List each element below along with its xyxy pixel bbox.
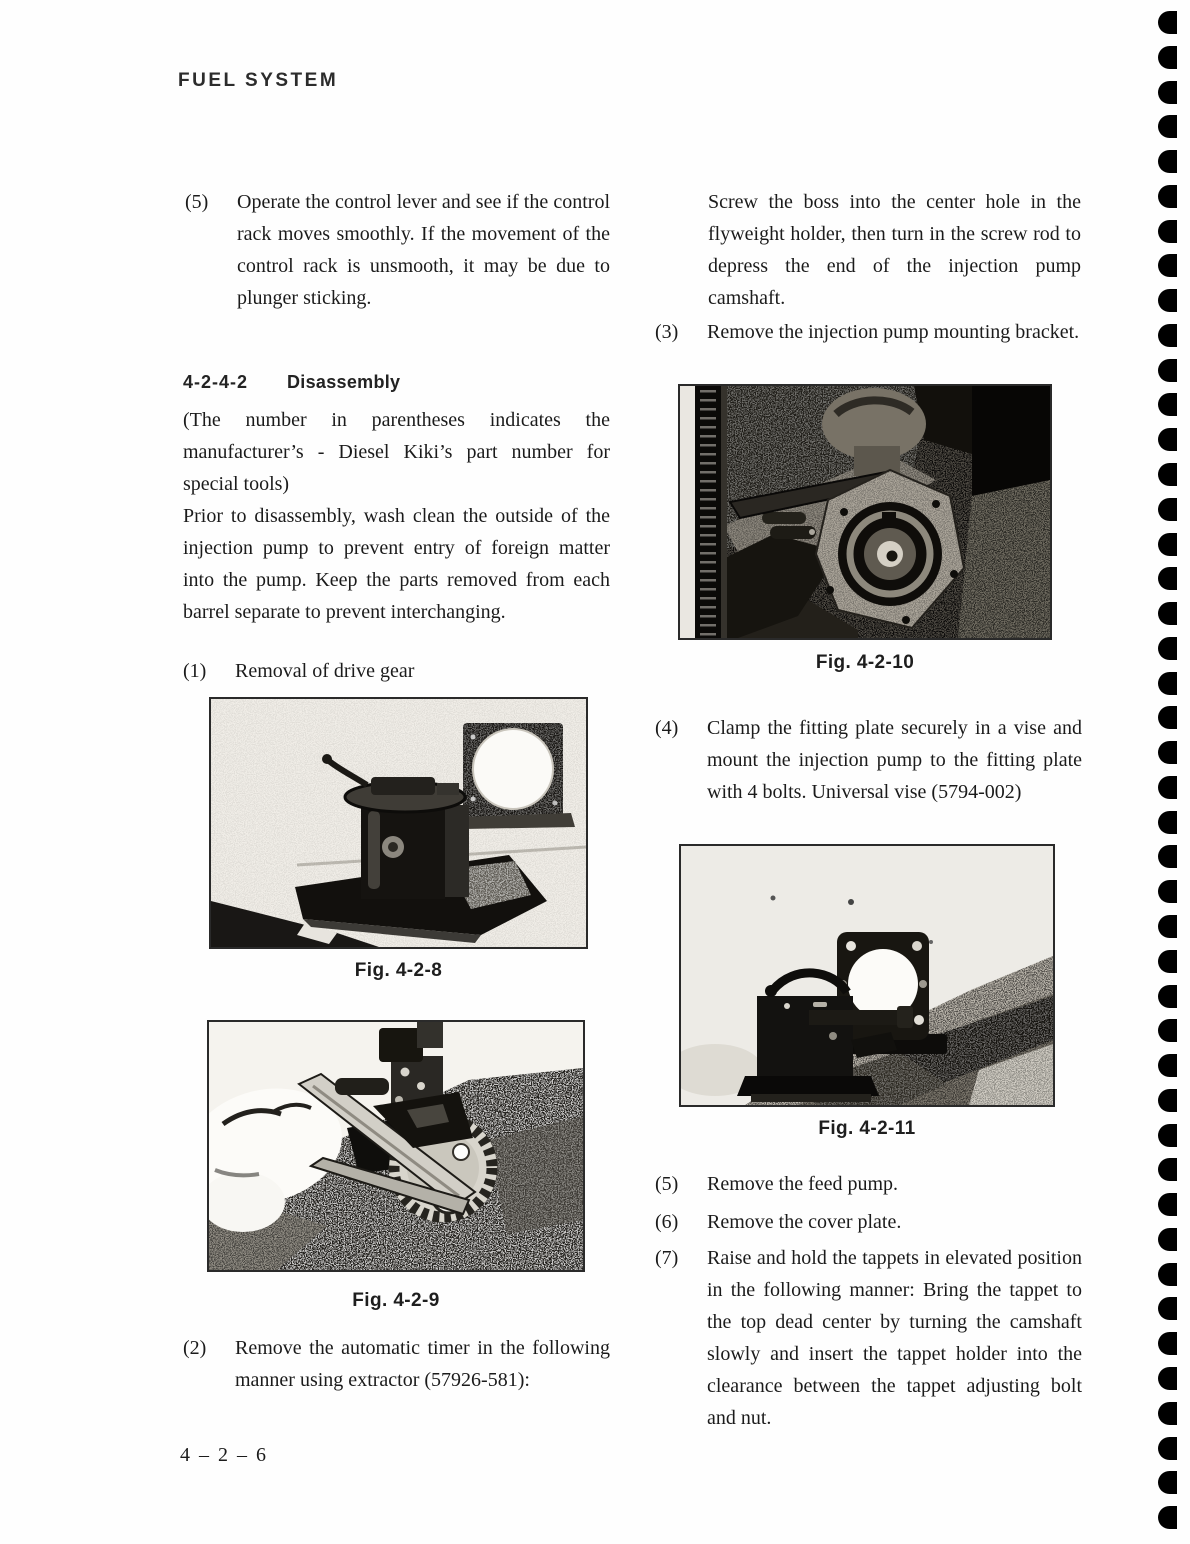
binding-mark xyxy=(1158,915,1177,938)
item-text: Clamp the fitting plate securely in a vise and mount the injection pump to the fitting plate with 4 bolts. Universal vise (5794-002) xyxy=(707,717,1082,803)
paragraph: Prior to disassembly, wash clean the outside of the injection pump to prevent entry of foreign matter into the pump. Keep the parts removed from each barrel separate to prevent interchanging. xyxy=(183,505,610,623)
binding-mark xyxy=(1158,811,1177,834)
binding-mark xyxy=(1158,602,1177,625)
figure-4-2-11 xyxy=(679,844,1055,1107)
list-item xyxy=(655,316,1082,348)
binding-mark xyxy=(1158,393,1177,416)
binding-mark xyxy=(1158,1054,1177,1077)
list-item xyxy=(655,1242,1082,1434)
item-number: (3) xyxy=(655,321,679,343)
binding-mark xyxy=(1158,428,1177,451)
item-text: Remove the automatic timer in the following manner using extractor (57926-581): xyxy=(235,1337,610,1391)
binding-mark xyxy=(1158,1332,1177,1355)
binding-mark xyxy=(1158,1367,1177,1390)
list-item xyxy=(655,712,1082,808)
binding-mark xyxy=(1158,1228,1177,1251)
binding-mark xyxy=(1158,220,1177,243)
binding-mark xyxy=(1158,498,1177,521)
binding-mark xyxy=(1158,1297,1177,1320)
figure-caption: Fig. 4-2-9 xyxy=(352,1290,440,1311)
binding-mark xyxy=(1158,1402,1177,1425)
binding-mark xyxy=(1158,463,1177,486)
item-number: (4) xyxy=(655,717,679,739)
binding-mark xyxy=(1158,150,1177,173)
binding-strip xyxy=(1158,0,1180,1544)
figure-photo-4-2-11 xyxy=(681,846,1053,1105)
binding-mark xyxy=(1158,706,1177,729)
binding-mark xyxy=(1158,289,1177,312)
binding-mark xyxy=(1158,672,1177,695)
item-text: Raise and hold the tappets in elevated position in the following manner: Bring the tappet to the top dead center by turning the camshaft slowly and insert the tappet holder into the clearance between the tappet adjusting bolt and nut. xyxy=(707,1247,1082,1429)
binding-mark xyxy=(1158,1019,1177,1042)
figure-4-2-8 xyxy=(209,697,588,949)
figure-photo-4-2-10 xyxy=(680,386,1050,638)
binding-mark xyxy=(1158,741,1177,764)
figure-photo-4-2-8 xyxy=(211,699,586,947)
item-number: (6) xyxy=(655,1211,679,1233)
binding-mark xyxy=(1158,254,1177,277)
binding-mark xyxy=(1158,359,1177,382)
section-title: Disassembly xyxy=(287,372,401,392)
item-text: Remove the injection pump mounting bracket. xyxy=(707,321,1080,343)
binding-mark xyxy=(1158,950,1177,973)
item-number: (2) xyxy=(183,1337,207,1359)
binding-mark xyxy=(1158,637,1177,660)
item-number: (5) xyxy=(655,1173,679,1195)
binding-mark xyxy=(1158,46,1177,69)
binding-mark xyxy=(1158,985,1177,1008)
binding-mark xyxy=(1158,115,1177,138)
figure-4-2-10 xyxy=(678,384,1052,640)
binding-mark xyxy=(1158,880,1177,903)
list-item xyxy=(655,1168,1082,1200)
figure-caption: Fig. 4-2-8 xyxy=(354,960,443,981)
binding-mark xyxy=(1158,1158,1177,1181)
item-number: (1) xyxy=(183,660,207,682)
list-item xyxy=(183,655,610,687)
list-item xyxy=(655,1206,1082,1238)
list-item xyxy=(185,186,610,314)
section-heading xyxy=(183,372,400,393)
list-item xyxy=(183,1332,610,1396)
binding-mark xyxy=(1158,1263,1177,1286)
binding-mark xyxy=(1158,533,1177,556)
binding-mark xyxy=(1158,1193,1177,1216)
binding-mark xyxy=(1158,324,1177,347)
binding-mark xyxy=(1158,1471,1177,1494)
binding-mark xyxy=(1158,11,1177,34)
binding-mark xyxy=(1158,776,1177,799)
item-text: Operate the control lever and see if the control rack moves smoothly. If the movement of the control rack is unsmooth, it may be due to plunger sticking. xyxy=(237,191,610,309)
item-text: Removal of drive gear xyxy=(235,660,415,682)
page-title: FUEL SYSTEM xyxy=(178,70,339,91)
figure-4-2-9 xyxy=(207,1020,585,1272)
paragraph: Screw the boss into the center hole in the flyweight holder, then turn in the screw rod to depress the end of the injection pump camshaft. xyxy=(708,191,1081,309)
binding-mark xyxy=(1158,845,1177,868)
item-number: (7) xyxy=(655,1247,679,1269)
figure-caption: Fig. 4-2-10 xyxy=(815,652,915,673)
binding-mark xyxy=(1158,185,1177,208)
page-number: 4 – 2 – 6 xyxy=(180,1444,268,1466)
item-text: Remove the feed pump. xyxy=(707,1173,899,1195)
binding-mark xyxy=(1158,1437,1177,1460)
section-number: 4-2-4-2 xyxy=(183,372,249,392)
binding-mark xyxy=(1158,1124,1177,1147)
item-text: Remove the cover plate. xyxy=(707,1211,902,1233)
binding-mark xyxy=(1158,81,1177,104)
figure-photo-4-2-9 xyxy=(209,1022,583,1270)
figure-caption: Fig. 4-2-11 xyxy=(818,1118,916,1139)
binding-mark xyxy=(1158,1506,1177,1529)
paragraph: (The number in parentheses indicates the manufacturer’s - Diesel Kiki’s part number for special tools) xyxy=(183,409,610,495)
binding-mark xyxy=(1158,1089,1177,1112)
binding-mark xyxy=(1158,567,1177,590)
item-number: (5) xyxy=(185,191,209,213)
